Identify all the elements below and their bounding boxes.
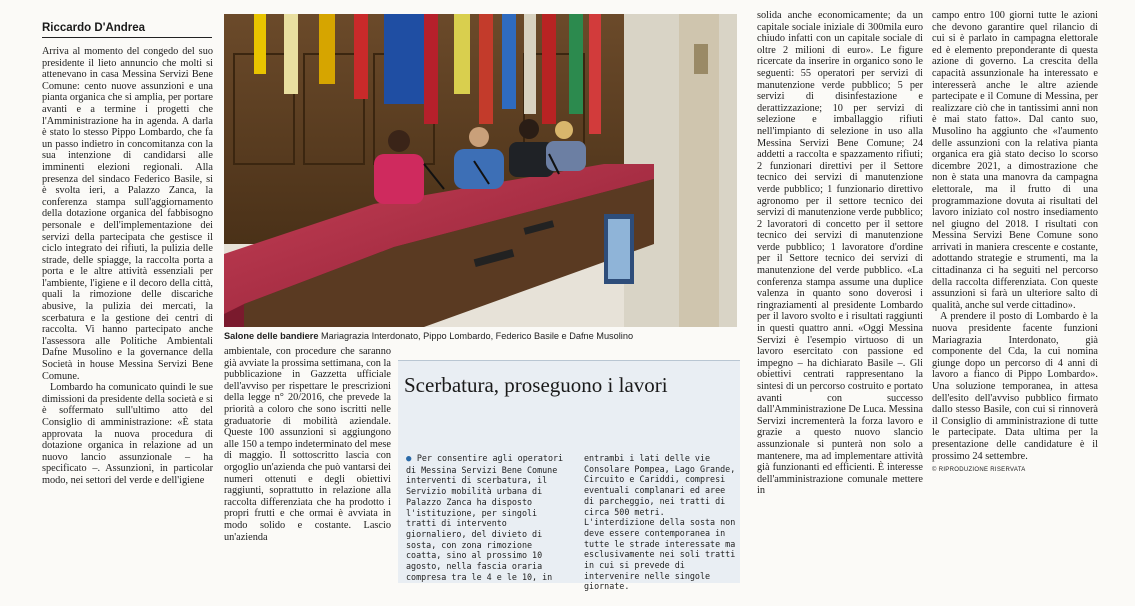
byline: Riccardo D'Andrea — [42, 22, 212, 38]
article-column-4 — [932, 10, 1098, 602]
box-column-left — [406, 453, 568, 582]
sidebar-box — [398, 360, 740, 592]
box-column-right — [584, 453, 736, 592]
article-column-1 — [42, 46, 213, 602]
box-text-left: Per consentire agli operatori di Messina Servizi Bene Comune interventi di scerbatura, il Servizio mobilità urbana di Palazzo Zanca ha disposto l'istituzione, per singoli tratti di intervento giornaliero, del divieto di sosta, con zona rimozione coatta, sino al prossimo 10 agosto, nella fascia oraria compresa tra le 4 e le 10, in — [406, 453, 564, 582]
paragraph: solida anche economicamente; da un capitale sociale iniziale di 300mila euro chiudo infatti con un capitale sociale di oltre 2 milioni di euro». Le figure ricercate da inserire in organico sono le seguenti: 55 operatori per servizi di manutenzione verde pubblico; 5 per servizi di disinfestazione e derattizzazione; 10 per servizi di selezione e imballaggio rifiuti nell'impianto di selezione in uso alla Messina Servizi Bene Comune; 24 addetti a raccolta e spazzamento rifiuti; 2 funzionari direttivi per il Settore tecnico dei servizi di manutenzione verde pubblico; 1 funzionario direttivo agronomo per il settore tecnico dei servizi di manutenzione verde pubblico; 2 lavoratori di concetto per il settore tecnico dei servizi di manutenzione verde pubblico; 1 lavoratore d'ordine per il Settore tecnico dei servizi di manutenzione del verde pubblico. «La conferenza stampa assume una duplice valenza in quanto sono doverosi i ringraziamenti al presidente Lombardo per il lavoro svolto e i risultati raggiunti in questi quattro anni. «Oggi Messina Servizi è l'esempio virtuoso di un lavoro esercitato con passione ed impegno – ha dichiarato Basile –. Gli obiettivi centrati rappresentano la sintesi di un percorso costruito e portato avanti con successo dall'Amministrazione De Luca. Messina Servizi incrementerà la forza lavoro e grazie a questo nuovo slancio assunzionale si punterà non solo a mantenere, ma ad implementare attività già funzionanti ed efficienti. È interesse dell'amministrazione comunale mettere in — [757, 10, 923, 497]
caption-title: Salone delle bandiere — [224, 331, 319, 341]
paragraph: A prendere il posto di Lombardo è la nuova presidente facente funzioni Mariagrazia Interdonato, già componente del Cda, la cui nomina giunge dopo un percorso di 4 anni di lavoro a fianco di Pippo Lombardo». Una soluzione temporanea, in attesa dell'esito dell'avviso pubblico firmato dallo stesso Basile, con cui si rinnoverà il Consiglio di amministrazione di tutte le partecipate. Data ultima per la presentazione delle candidature è il prossimo 24 settembre. — [932, 311, 1098, 462]
bullet-icon: ● — [406, 454, 417, 464]
box-text-right: entrambi i lati delle vie Consolare Pompea, Lago Grande, Circuito e Cariddi, compresi eventuali complanari ed aree di parcheggio, nei tratti di circa 500 metri. L'interdizione della sosta non deve essere contemporanea in tutte le strade interessate ma esclusivamente nei soli tratti in cui si prevede di intervenire nelle singole giornate. — [584, 453, 736, 592]
paragraph: Lombardo ha comunicato quindi le sue dimissioni da presidente della società e si è soffermato sull'ultimo atto del Consiglio di amministrazione: «È stata approvata la nuova procedura di dotazione organica in relazione ad un nuovo lancio assunzionale – ha specificato –. Assunzioni, in particolar modo, nei settori del verde e dell'igiene — [42, 382, 213, 486]
paragraph: campo entro 100 giorni tutte le azioni che devono garantire quel rilancio di cui si è parlato in campagna elettorale ed è elemento preponderante di questa azione di governo. La crescita della capacità assunzionale ha interessato e interesserà anche le altre aziende partecipate e il Comune di Messina, per realizzare ciò che in tantissimi anni non è mai stato fatto». Dal canto suo, Musolino ha aggiunto che «l'aumento delle assunzioni con la relativa pianta organica era già stato deciso lo scorso dicembre 2021, a dimostrazione che non è stata una manovra da campagna elettorale, ma il frutto di una programmazione dovuta ai risultati del lavoro iniziato col nostro insediamento nel giugno del 2018. I risultati con Messina Servizi Bene Comune sono arrivati in maniera crescente e costante, adottando strategie e strumenti, ma la cittadinanza ci ha seguiti nel percorso della raccolta differenziata. Con queste assunzioni si farà un ulteriore salto di qualità, anche sul verde cittadino». — [932, 10, 1098, 311]
paragraph: ambientale, con procedure che saranno già avviate la prossima settimana, con la pubblicazione in Gazzetta ufficiale dell'avviso per rispettare le prescrizioni della legge n° 20/2016, che prevede la priorità a coloro che sono iscritti nelle graduatorie di mobilità aziendale. Queste 100 assunzioni si aggiungono alle 150 a tempo indeterminato del mese di maggio. Il sottoscritto lascia con orgoglio un'azienda che può vantarsi dei numeri ottenuti e degli obiettivi raggiunti, soprattutto in relazione alla raccolta differenziata che ha prodotto i propri frutti e che ormai è avviata in modo solido e costante. Lascio un'azienda — [224, 346, 391, 543]
copyright-note: © RIPRODUZIONE RISERVATA — [932, 467, 1026, 474]
photo-caption — [224, 331, 744, 341]
article-column-2 — [224, 346, 391, 602]
headline-cropped — [10, 0, 1130, 8]
article-column-3 — [757, 10, 923, 602]
press-conference-photo — [224, 14, 737, 327]
box-title: Scerbatura, proseguono i lavori — [404, 373, 668, 397]
paragraph: Arriva al momento del congedo del suo presidente il lieto annuncio che molti si attenevano in casa Messina Servizi Bene Comune: cento nuove assunzioni e una pianta organica che si amplia, per portare avanti e a termine i progetti che l'Amministrazione ha in agenda. A darla è stato lo stesso Pippo Lombardo, che fa un passo indietro in concomitanza con la sua intenzione di candidarsi alle imminenti elezioni regionali. Alla presenza del sindaco Federico Basile, si è svolta ieri, a Palazzo Zanca, la conferenza stampa sull'aggiornamento della dotazione organica del fabbisogno personale e dell'implementazione dei servizi della partecipata che gestisce il ciclo integrato dei rifiuti, la pulizia delle strade, delle spiagge, la raccolta porta a porta e le altre attività essenziali per l'ambiente, l'igiene e il decoro della città, quali la rimozione delle discariche abusive, la pulizia dei mercati, la scerbatura e la gestione dei centri di raccolta. Vi hanno partecipato anche l'assessora alle Politiche Ambientali Dafne Musolino e la governance della Società in house Messina Servizi Bene Comune. — [42, 46, 213, 382]
caption-text: Mariagrazia Interdonato, Pippo Lombardo, Federico Basile e Dafne Musolino — [318, 331, 634, 341]
